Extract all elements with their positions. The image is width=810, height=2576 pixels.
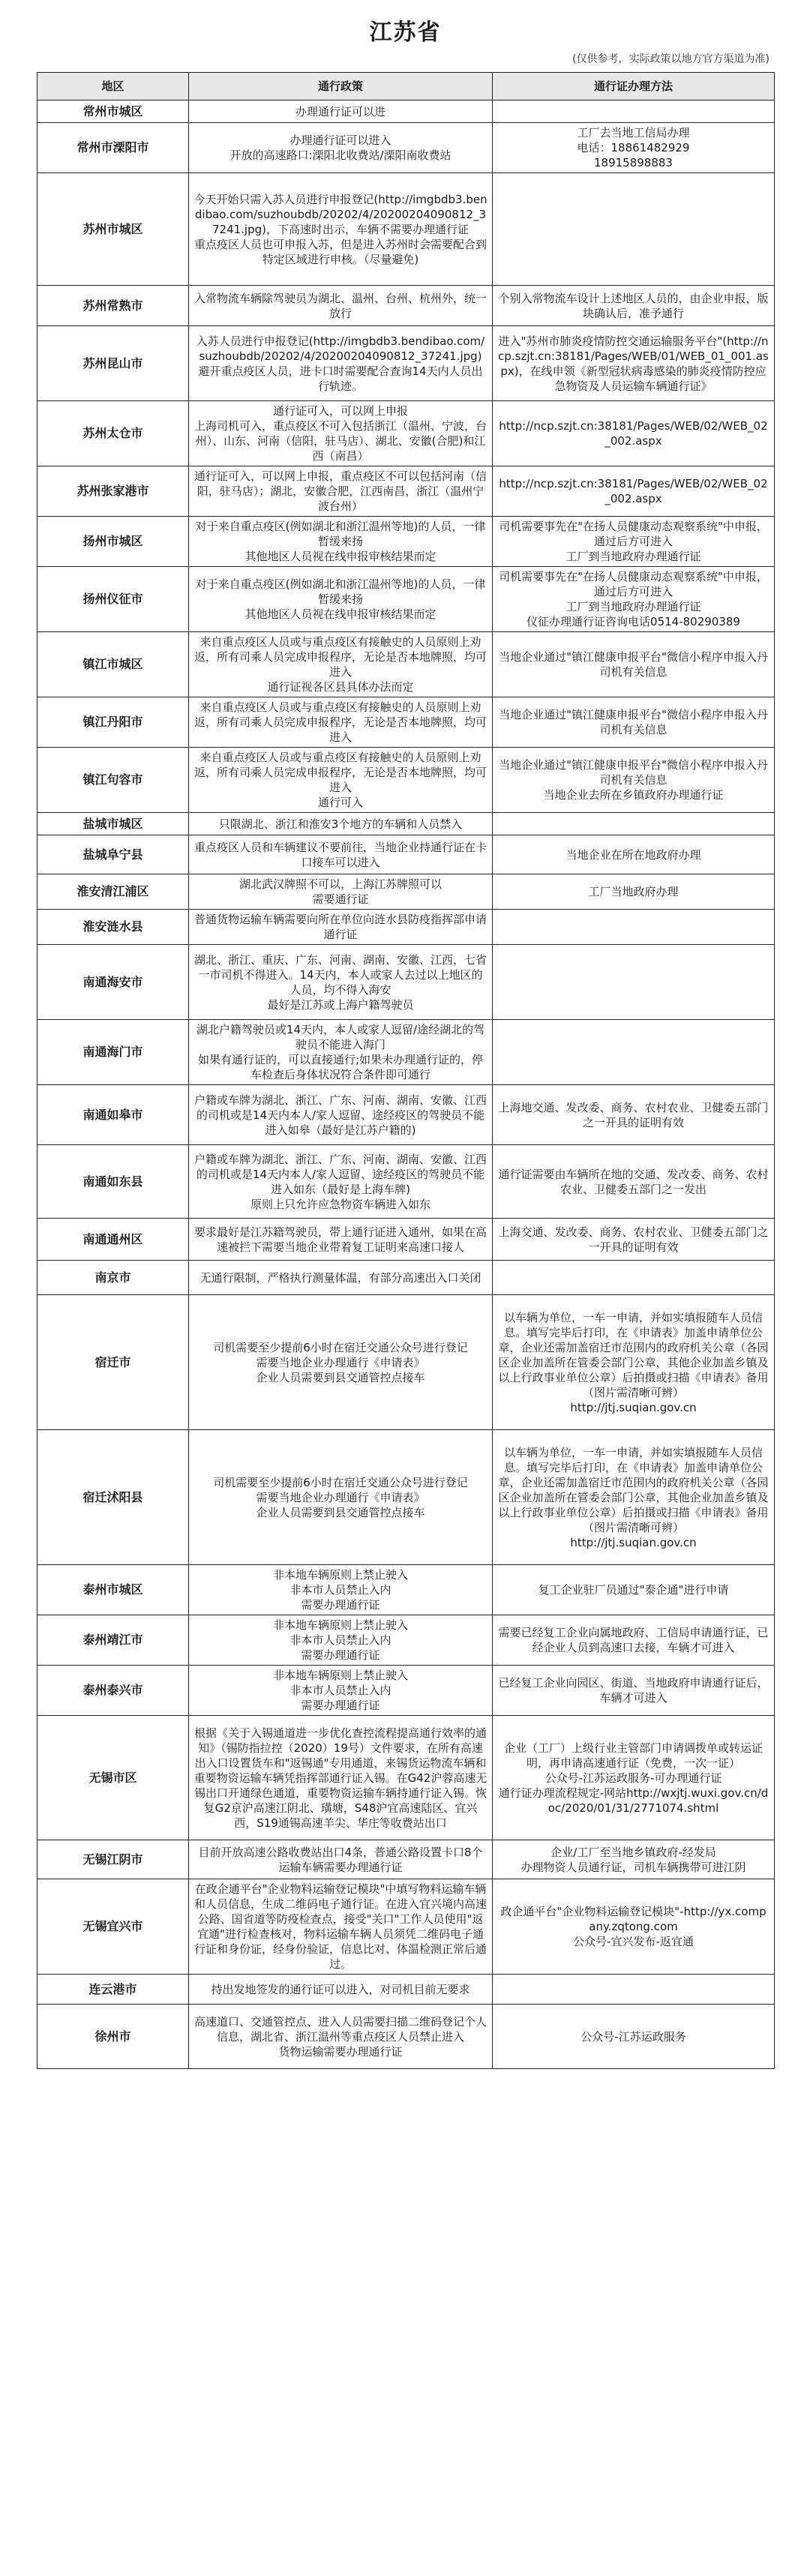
region-cell: 常州市溧阳市 [38,123,189,173]
table-row [38,874,775,910]
policy-cell: 今天开始只需入苏人员进行申报登记(http://imgbdb3.bendibao.com/suzhoubdb/20202/4/20200204090812_37241.jpg)，下高速时出示，车辆不需要办理通行证 重点疫区人员也可申报入苏，但是进入苏州时会需要配合到特定区域进行申核。（尽量避免) [189,173,493,286]
table-row [38,1145,775,1219]
region-cell: 苏州昆山市 [38,326,189,401]
method-cell: 进入"苏州市肺炎疫情防控交通运输服务平台"(http://ncp.szjt.cn:38181/Pages/WEB/01/WEB_01_001.aspx)，在线申领《新型冠状病毒感染的肺炎疫情防控应急物资及人员运输车辆通行证》 [493,326,775,401]
policy-cell: 只限湖北、浙江和淮安3个地方的车辆和人员禁入 [189,813,493,835]
region-cell: 南京市 [38,1261,189,1295]
method-cell: 上海地交通、发改委、商务、农村农业、卫健委五部门之一开具的证明有效 [493,1085,775,1145]
policy-cell: 户籍或车牌为湖北、浙江、广东、河南、湖南、安徽、江西的司机或是14天内本人/家人逗留、途经疫区的驾驶员不能进入如东（最好是上海车牌) 原则上只允许应急物资车辆进入如东 [189,1145,493,1219]
policy-cell: 来自重点疫区人员或与重点疫区有接触史的人员原则上劝返，所有司乘人员完成申报程序，无论是否本地牌照，均可进入 [189,697,493,748]
header-region: 地区 [38,73,189,100]
policy-cell: 办理通行证可以进入 开放的高速路口:溧阳北收费站/溧阳南收费站 [189,123,493,173]
method-cell: 已经复工企业向园区、街道、当地政府申请通行证后，车辆才可进入 [493,1666,775,1716]
method-cell: 企业/工厂至当地乡镇政府-经发局 办理物资人员通行证，司机车辆携带可进江阴 [493,1840,775,1879]
method-cell [493,173,775,286]
policy-cell: 户籍或车牌为湖北、浙江、广东、河南、湖南、安徽、江西的司机或是14天内本人/家人逗留、途经疫区的驾驶员不能进入如皋（最好是江苏户籍的) [189,1085,493,1145]
region-cell: 盐城市城区 [38,813,189,835]
table-row [38,326,775,401]
policy-cell: 通行证可入，可以网上申报，重点疫区不可以包括河南（信阳，驻马店）；湖北，安徽合肥，江西南昌，浙江（温州宁波台州） [189,466,493,517]
method-cell: 通行证需要由车辆所在地的交通、发改委、商务、农村农业、卫健委五部门之一发出 [493,1145,775,1219]
region-cell: 南通海安市 [38,945,189,1020]
region-cell: 扬州仪征市 [38,567,189,632]
region-cell: 泰州市城区 [38,1565,189,1615]
table-row [38,697,775,748]
method-cell [493,100,775,123]
region-cell: 镇江丹阳市 [38,697,189,748]
region-cell: 泰州靖江市 [38,1615,189,1666]
region-cell: 常州市城区 [38,100,189,123]
policy-cell: 湖北、浙江、重庆、广东、河南、湖南、安徽、江西，七省一市司机不得进入。14天内，本人或家人去过以上地区的人员，均不得入海安 最好是江苏或上海户籍驾驶员 [189,945,493,1020]
table-row [38,100,775,123]
method-cell: 司机需要事先在"在扬人员健康动态观察系统"中申报，通过后方可进入 工厂到当地政府办理通行证 仪征办理通行证咨询电话0514-80290389 [493,567,775,632]
method-cell: 企业（工厂）上级行业主管部门申请调拨单或转运证明，再申请高速通行证（免费，一次一证） 公众号-江苏运政服务-可办理通行证 通行证办理流程规定-网站http://wxjtj.wuxi.gov.cn/doc/2020/01/31/2771074.shtml [493,1716,775,1840]
method-cell: 当地企业通过"镇江健康申报平台"微信小程序申报入丹司机有关信息 [493,697,775,748]
policy-cell: 要求最好是江苏籍驾驶员，带上通行证进入通州，如果在高速被拦下需要当地企业带着复工证明来高速口接人 [189,1219,493,1261]
region-cell: 宿迁市 [38,1295,189,1430]
policy-cell: 在政企通平台"企业物料运输登记模块"中填写物料运输车辆和人员信息，生成二维码电子通行证。在进入宜兴境内高速公路、国省道等防疫检查点，接受"关口"工作人员使用"返宜通"进行检查核对，物料运输车辆人员须凭二维码电子通行证和身份证，经身份验证，信息比对、体温检测正常后通过。 [189,1879,493,1975]
table-row [38,123,775,173]
policy-cell: 对于来自重点疫区(例如湖北和浙江温州等地)的人员，一律暂缓来扬 其他地区人员视在线申报审核结果而定 [189,567,493,632]
policy-cell: 无通行限制，严格执行测量体温，有部分高速出入口关闭 [189,1261,493,1295]
table-row [38,1975,775,2005]
method-cell [493,813,775,835]
policy-cell: 入苏人员进行申报登记(http://imgbdb3.bendibao.com/suzhoubdb/20202/4/20200204090812_37241.jpg) 避开重点疫区人员，进卡口时需要配合查询14天内人员出行轨迹。 [189,326,493,401]
method-cell [493,1020,775,1085]
method-cell: 以车辆为单位，一车一申请，并如实填报随车人员信息。填写完毕后打印，在《申请表》加盖申请单位公章，企业还需加盖宿迁市范围内的政府机关公章（各园区企业加盖所在管委会部门公章，其他企业加盖乡镇及以上行政事业单位公章）后拍摄或扫描《申请表》备用（图片需清晰可辨） http://jtj.suqian.gov.cn [493,1430,775,1565]
method-cell: 复工企业驻厂员通过"泰企通"进行申请 [493,1565,775,1615]
region-cell: 泰州泰兴市 [38,1666,189,1716]
table-row [38,466,775,517]
policy-cell: 普通货物运输车辆需要向所在单位向涟水县防疫指挥部申请通行证 [189,910,493,945]
table-row [38,1565,775,1615]
method-cell: 政企通平台"企业物料运输登记模块"-http://yx.company.zqtong.com 公众号-宜兴发布-返宜通 [493,1879,775,1975]
policy-cell: 非本地车辆原则上禁止驶入 非本市人员禁止入内 需要办理通行证 [189,1666,493,1716]
table-row [38,2005,775,2069]
table-row [38,1295,775,1430]
region-cell: 淮安清江浦区 [38,874,189,910]
table-row [38,1666,775,1716]
method-cell: 工厂去当地工信局办理 电话：18861482929 18915898883 [493,123,775,173]
table-row [38,173,775,286]
table-row [38,1085,775,1145]
region-cell: 南通如皋市 [38,1085,189,1145]
table-header-row [38,73,775,100]
region-cell: 淮安涟水县 [38,910,189,945]
method-cell: 当地企业在所在地政府办理 [493,835,775,874]
method-cell: http://ncp.szjt.cn:38181/Pages/WEB/02/WEB_02_002.aspx [493,466,775,517]
table-row [38,1020,775,1085]
policy-cell: 非本地车辆原则上禁止驶入 非本市人员禁止入内 需要办理通行证 [189,1615,493,1666]
table-body [38,100,775,2069]
policy-cell: 对于来自重点疫区(例如湖北和浙江温州等地)的人员，一律暂缓来扬 其他地区人员视在线申报审核结果而定 [189,517,493,567]
method-cell: 工厂当地政府办理 [493,874,775,910]
method-cell: 需要已经复工企业向属地政府、工信局申请通行证，已经企业人员到高速口去接，车辆才可进入 [493,1615,775,1666]
policy-cell: 来自重点疫区人员或与重点疫区有接触史的人员原则上劝返，所有司乘人员完成申报程序，无论是否本地牌照，均可进入 通行证视各区县具体办法而定 [189,632,493,697]
region-cell: 镇江市城区 [38,632,189,697]
region-cell: 无锡市区 [38,1716,189,1840]
table-row [38,1615,775,1666]
table-row [38,813,775,835]
table-row [38,567,775,632]
method-cell [493,945,775,1020]
header-policy: 通行政策 [189,73,493,100]
region-cell: 无锡宜兴市 [38,1879,189,1975]
policy-cell: 根据《关于入锡通道进一步优化查控流程提高通行效率的通知》（锡防指拉控（2020）19号）文件要求，在所有高速出入口设置货车和"返锡通"专用通道，来锡货运物流车辆和重要物资运输车辆凭指挥部通行证入锡。在G42沪蓉高速无锡出口开通绿色通道，重要物资运输车辆持通行证入锡。恢复G2京沪高速江阴北、璜塘，S48沪宜高速陆区、宜兴西，S19通锡高速羊尖、华庄等收费站出口 [189,1716,493,1840]
method-cell: 当地企业通过"镇江健康申报平台"微信小程序申报入丹司机有关信息 当地企业去所在乡镇政府办理通行证 [493,748,775,813]
region-cell: 苏州太仓市 [38,401,189,466]
policy-cell: 持出发地签发的通行证可以进入，对司机目前无要求 [189,1975,493,2005]
policy-cell: 高速道口、交通管控点、进入人员需要扫描二维码登记个人信息，湖北省、浙江温州等重点疫区人员禁止进入 货物运输需要办理通行证 [189,2005,493,2069]
table-row [38,1261,775,1295]
region-cell: 苏州常熟市 [38,286,189,326]
table-row [38,910,775,945]
policy-cell: 司机需要至少提前6小时在宿迁交通公众号进行登记 需要当地企业办理通行《申请表》 企业人员需要到县交通管控点接车 [189,1430,493,1565]
region-cell: 扬州市城区 [38,517,189,567]
table-row [38,945,775,1020]
policy-cell: 办理通行证可以进 [189,100,493,123]
table-row [38,1219,775,1261]
table-row [38,1716,775,1840]
disclaimer-note: (仅供参考，实际政策以地方官方渠道为准) [572,53,770,65]
table-row [38,286,775,326]
region-cell: 徐州市 [38,2005,189,2069]
policy-cell: 湖北户籍驾驶员或14天内，本人或家人逗留/途经湖北的驾驶员不能进入海门 如果有通行证的，可以直接通行;如果未办理通行证的，停车检查后身体状况符合条件即可通行 [189,1020,493,1085]
table-row [38,748,775,813]
table-row [38,1430,775,1565]
policy-cell: 目前开放高速公路收费站出口4条，普通公路设置卡口8个 运输车辆需要办理通行证 [189,1840,493,1879]
region-cell: 南通如东县 [38,1145,189,1219]
method-cell: 上海交通、发改委、商务、农村农业、卫健委五部门之一开具的证明有效 [493,1219,775,1261]
table-row [38,835,775,874]
method-cell [493,1975,775,2005]
header-method: 通行证办理方法 [493,73,775,100]
page-title: 江苏省 [369,19,442,46]
method-cell: 公众号-江苏运政服务 [493,2005,775,2069]
policy-cell: 通行证可入，可以网上申报 上海司机可入，重点疫区不可入包括浙江（温州、宁波，台州）、山东、河南（信阳，驻马店）、湖北、安徽(合肥)和江西（南昌） [189,401,493,466]
method-cell: 司机需要事先在"在扬人员健康动态观察系统"中申报，通过后方可进入 工厂到当地政府办理通行证 [493,517,775,567]
method-cell: 以车辆为单位，一车一申请，并如实填报随车人员信息。填写完毕后打印，在《申请表》加盖申请单位公章，企业还需加盖宿迁市范围内的政府机关公章（各园区企业加盖所在管委会部门公章，其他企业加盖乡镇及以上行政事业单位公章）后拍摄或扫描《申请表》备用（图片需清晰可辨） http://jtj.suqian.gov.cn [493,1295,775,1430]
policy-cell: 入常物流车辆除驾驶员为湖北、温州、台州、杭州外，统一放行 [189,286,493,326]
method-cell: 个别入常物流车设计上述地区人员的，由企业申报，版块确认后，准予通行 [493,286,775,326]
table-row [38,517,775,567]
region-cell: 宿迁沭阳县 [38,1430,189,1565]
table-row [38,1840,775,1879]
method-cell: http://ncp.szjt.cn:38181/Pages/WEB/02/WEB_02_002.aspx [493,401,775,466]
method-cell [493,910,775,945]
policy-cell: 湖北武汉牌照不可以，上海江苏牌照可以 需要通行证 [189,874,493,910]
policy-cell: 重点疫区人员和车辆建议不要前往，当地企业持通行证在卡口接车可以进入 [189,835,493,874]
table-row [38,401,775,466]
region-cell: 南通海门市 [38,1020,189,1085]
policy-cell: 非本地车辆原则上禁止驶入 非本市人员禁止入内 需要办理通行证 [189,1565,493,1615]
region-cell: 镇江句容市 [38,748,189,813]
method-cell: 当地企业通过"镇江健康申报平台"微信小程序申报入丹司机有关信息 [493,632,775,697]
region-cell: 连云港市 [38,1975,189,2005]
region-cell: 无锡江阴市 [38,1840,189,1879]
policy-table [37,72,775,2069]
table-row [38,1879,775,1975]
region-cell: 南通通州区 [38,1219,189,1261]
table-row [38,632,775,697]
policy-cell: 来自重点疫区人员或与重点疫区有接触史的人员原则上劝返，所有司乘人员完成申报程序，无论是否本地牌照，均可进入 通行可入 [189,748,493,813]
region-cell: 苏州市城区 [38,173,189,286]
region-cell: 苏州张家港市 [38,466,189,517]
policy-cell: 司机需要至少提前6小时在宿迁交通公众号进行登记 需要当地企业办理通行《申请表》 企业人员需要到县交通管控点接车 [189,1295,493,1430]
region-cell: 盐城阜宁县 [38,835,189,874]
method-cell [493,1261,775,1295]
